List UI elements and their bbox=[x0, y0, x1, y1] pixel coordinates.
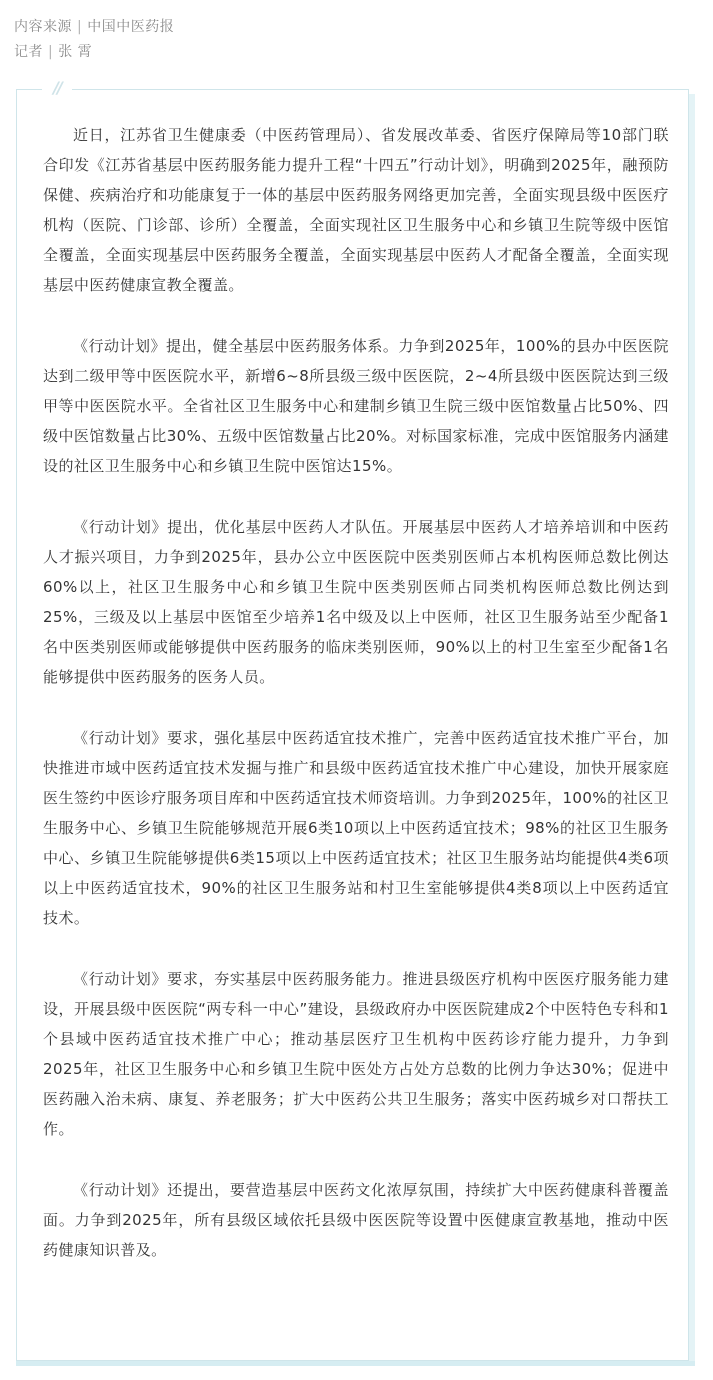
reporter-label: 记者 bbox=[14, 44, 43, 60]
article-paragraph: 近日，江苏省卫生健康委（中医药管理局）、省发展改革委、省医疗保障局等10部门联合印发《江苏省基层中医药服务能力提升工程“十四五”行动计划》，明确到2025年，融预防保健、疾病治疗和功能康复于一体的基层中医药服务网络更加完善，全面实现县级中医医疗机构（医院、门诊部、诊所）全覆盖，全面实现社区卫生服务中心和乡镇卫生院等级中医馆全覆盖，全面实现基层中医药服务全覆盖，全面实现基层中医药人才配备全覆盖，全面实现基层中医药健康宣教全覆盖。 bbox=[43, 126, 669, 294]
reporter-line bbox=[14, 41, 92, 61]
separator: | bbox=[48, 44, 54, 60]
source-value: 中国中医药报 bbox=[87, 19, 175, 35]
article-paragraph: 《行动计划》提出，健全基层中医药服务体系。力争到2025年，100%的县办中医医院达到二级甲等中医医院水平，新增6~8所县级三级中医医院，2~4所县级中医医院达到三级甲等中医医院水平。全省社区卫生服务中心和建制乡镇卫生院三级中医馆数量占比50%、四级中医馆数量占比30%、五级中医馆数量占比20%。对标国家标准，完成中医馆服务内涵建设的社区卫生服务中心和乡镇卫生院中医馆达15%。 bbox=[43, 337, 669, 475]
article-paragraph: 《行动计划》要求，夯实基层中医药服务能力。推进县级医疗机构中医医疗服务能力建设，开展县级中医医院“两专科一中心”建设，县级政府办中医医院建成2个中医特色专科和1个县域中医药适宜技术推广中心；推动基层医疗卫生机构中医药诊疗能力提升，力争到2025年，社区卫生服务中心和乡镇卫生院中医处方占处方总数的比例力争达30%；促进中医药融入治未病、康复、养老服务；扩大中医药公共卫生服务；落实中医药城乡对口帮扶工作。 bbox=[43, 970, 669, 1138]
double-slash-decoration: // bbox=[42, 78, 72, 98]
content-source-line bbox=[14, 16, 174, 36]
article-paragraph: 《行动计划》提出，优化基层中医药人才队伍。开展基层中医药人才培养培训和中医药人才振兴项目，力争到2025年，县办公立中医医院中医类别医师占本机构医师总数比例达60%以上，社区卫生服务中心和乡镇卫生院中医类别医师占同类机构医师总数比例达到25%，三级及以上基层中医馆至少培养1名中级及以上中医师，社区卫生服务站至少配备1名中医类别医师或能够提供中医药服务的临床类别医师，90%以上的村卫生室至少配备1名能够提供中医药服务的医务人员。 bbox=[43, 518, 669, 686]
article-paragraph: 《行动计划》要求，强化基层中医药适宜技术推广，完善中医药适宜技术推广平台，加快推进市域中医药适宜技术发掘与推广和县级中医药适宜技术推广中心建设，加快开展家庭医生签约中医诊疗服务项目库和中医药适宜技术师资培训。力争到2025年，100%的社区卫生服务中心、乡镇卫生院能够规范开展6类10项以上中医药适宜技术；98%的社区卫生服务中心、乡镇卫生院能够提供6类15项以上中医药适宜技术；社区卫生服务站均能提供4类6项以上中医药适宜技术，90%的社区卫生服务站和村卫生室能够提供4类8项以上中医药适宜技术。 bbox=[43, 729, 669, 927]
reporter-name: 张 霄 bbox=[58, 44, 93, 60]
article-paragraph: 《行动计划》还提出，要营造基层中医药文化浓厚氛围，持续扩大中医药健康科普覆盖面。力争到2025年，所有县级区域依托县级中医医院等设置中医健康宣教基地，推动中医药健康知识普及。 bbox=[43, 1181, 669, 1259]
frame-shadow-bottom bbox=[16, 1361, 695, 1366]
separator: | bbox=[77, 19, 83, 35]
source-label: 内容来源 bbox=[14, 19, 72, 35]
article-body bbox=[43, 120, 669, 1296]
frame-shadow-right bbox=[689, 94, 695, 1366]
